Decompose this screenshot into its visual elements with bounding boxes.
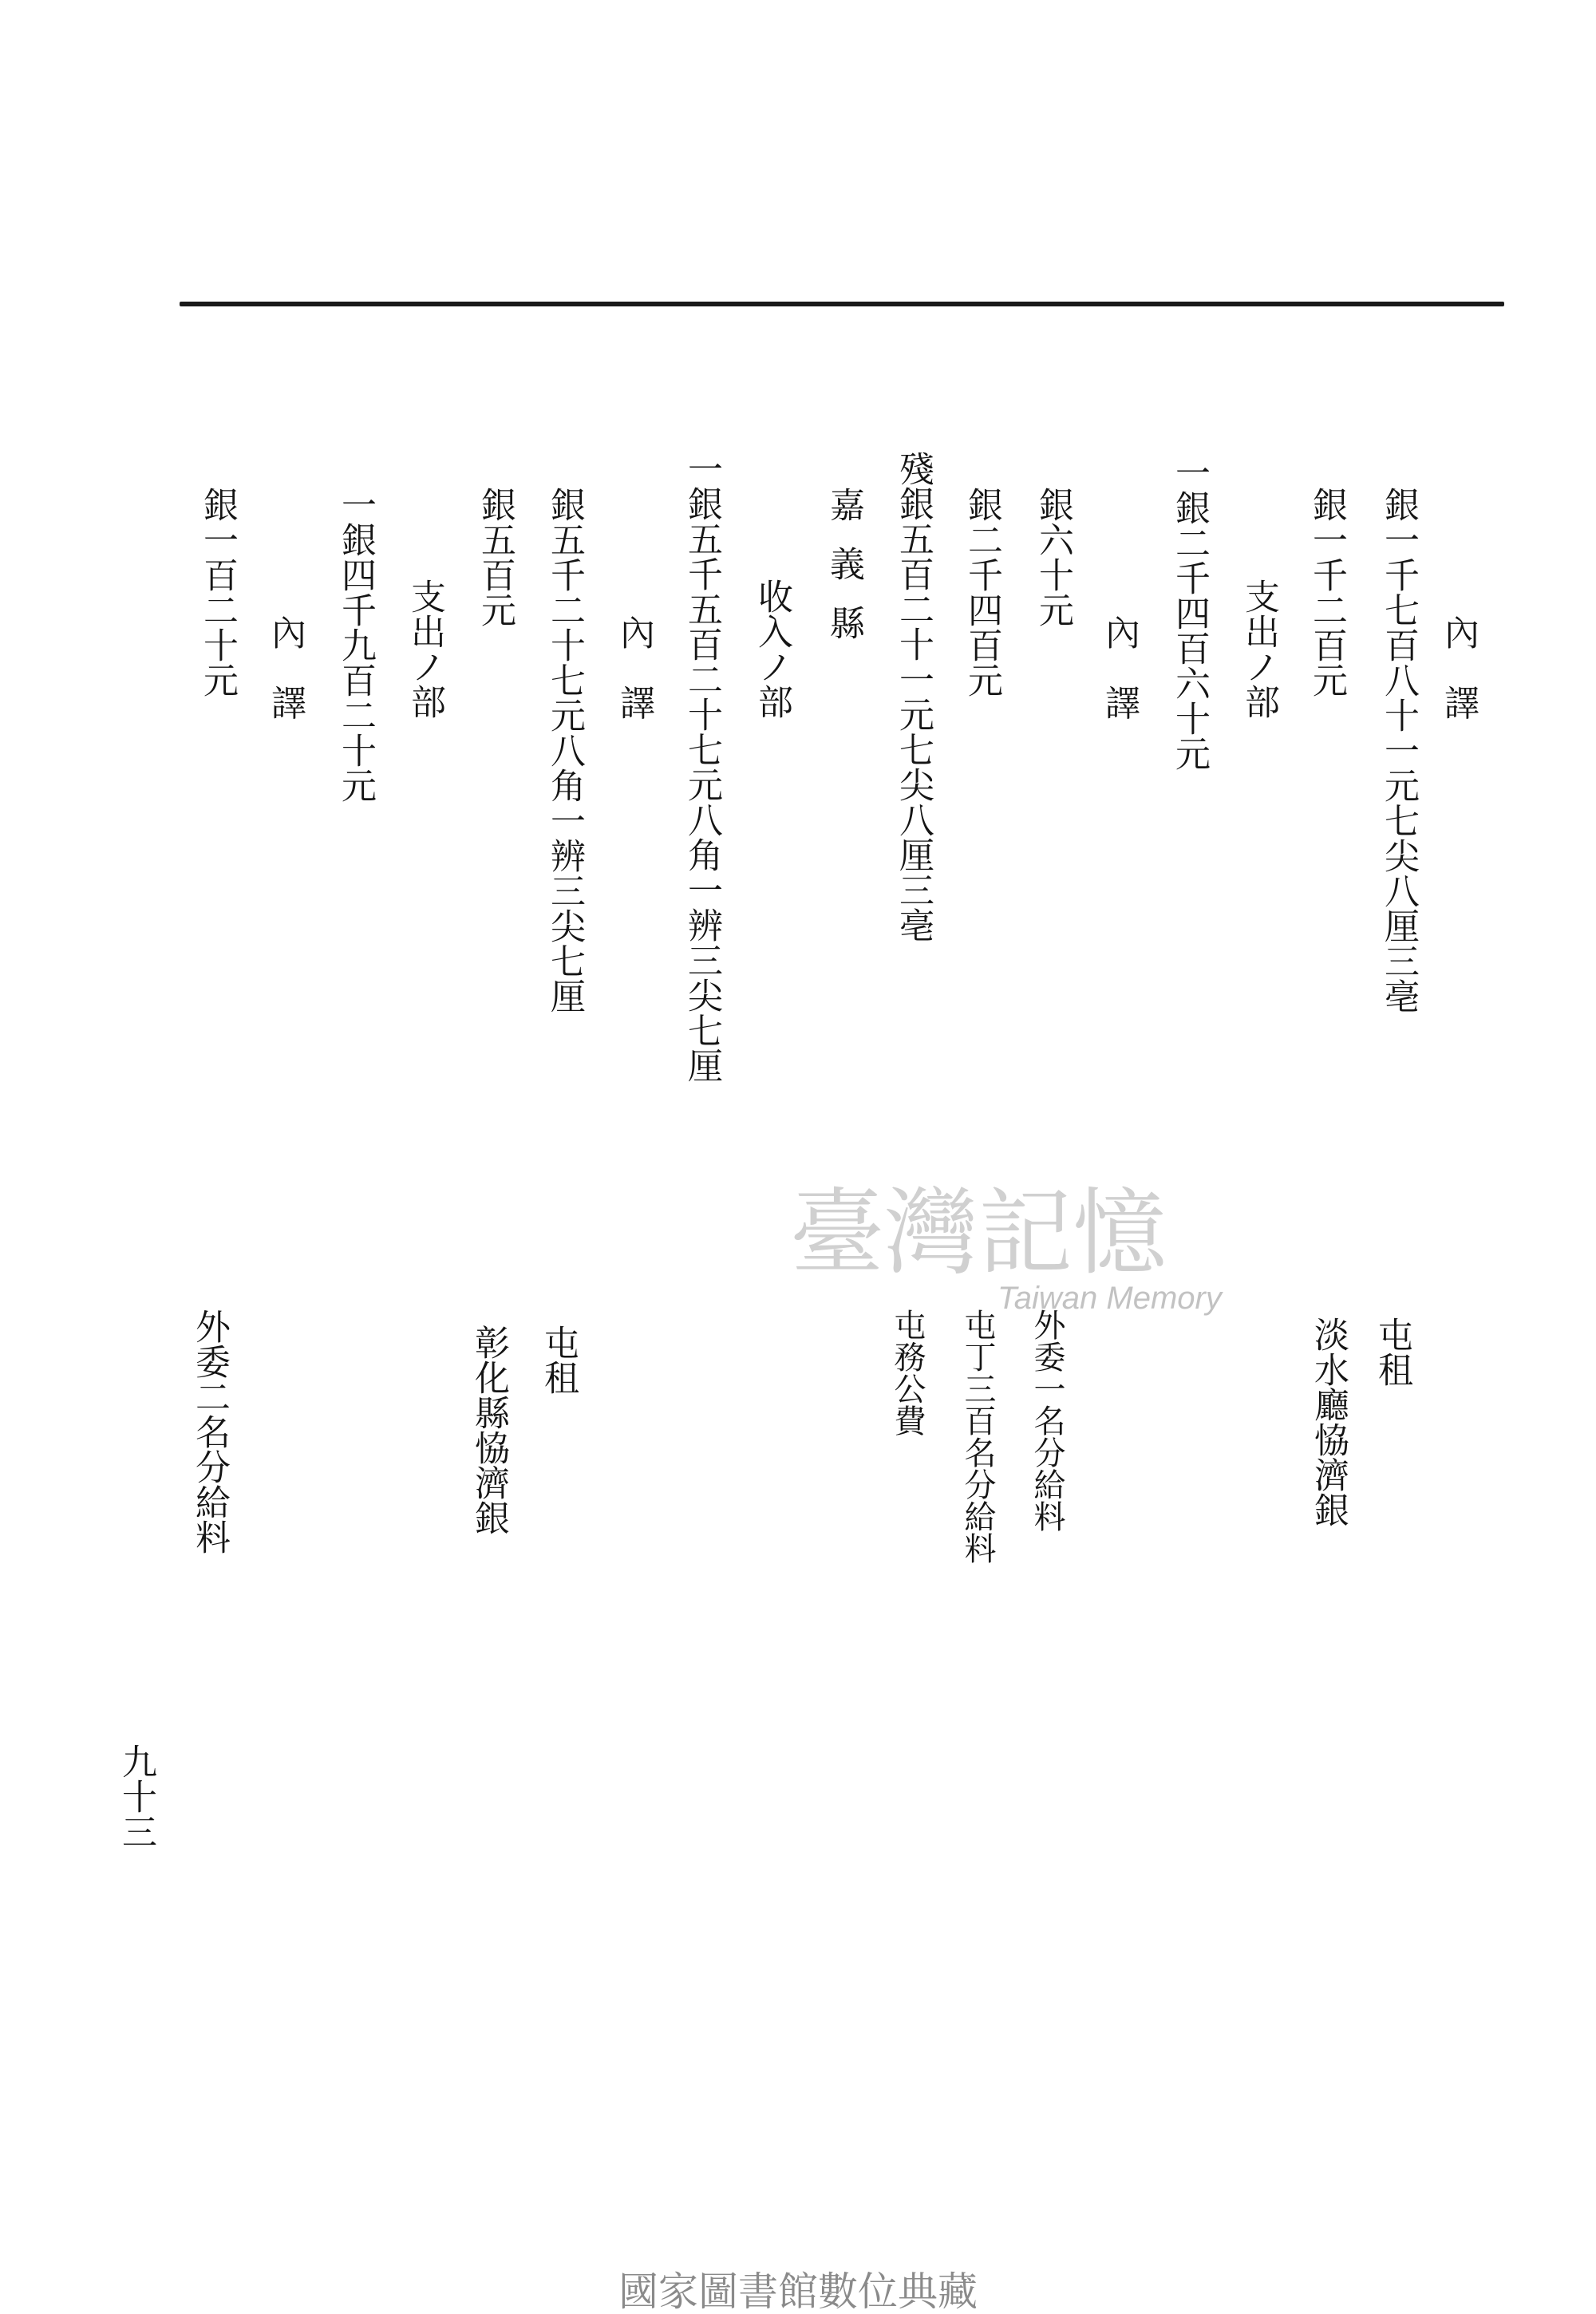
section-heading-expenditure: 支出ノ部	[1238, 578, 1279, 719]
item-label: 屯租	[538, 1325, 579, 1395]
footer-archive-label: 國家圖書館數位典藏	[618, 2269, 978, 2314]
section-heading-expenditure: 支出ノ部	[405, 578, 445, 719]
amount-line: 一銀五千五百二十七元八角一辨三尖七厘	[681, 451, 722, 1083]
amount-line: 殘銀五百二十一元七尖八厘三亳	[893, 451, 934, 942]
amount-line: 一銀二千四百六十元	[1169, 455, 1210, 771]
heading-breakdown: 內 譯	[1438, 614, 1479, 720]
watermark-subtext: Taiwan Memory	[998, 1281, 1222, 1316]
section-heading-revenue: 收入ノ部	[752, 578, 792, 719]
item-label: 屯丁三百名分給料	[959, 1309, 996, 1564]
item-label: 彰化縣恊濟銀	[468, 1325, 509, 1535]
page-number: 九十三	[116, 1743, 156, 1849]
amount-line: 銀六十元	[1033, 487, 1073, 627]
amount-line: 銀一百二十元	[197, 487, 238, 697]
item-label: 外委一名分給料	[1029, 1309, 1065, 1532]
item-label: 屯租	[1372, 1317, 1412, 1387]
item-label: 屯務公費	[889, 1309, 926, 1436]
item-label: 淡水廳恊濟銀	[1308, 1317, 1349, 1527]
watermark-logo: 臺灣記憶	[790, 1178, 1167, 1288]
heading-breakdown: 內 譯	[614, 614, 654, 720]
amount-line: 銀一千二百元	[1306, 487, 1347, 697]
item-label: 外委二名分給料	[189, 1309, 230, 1554]
amount-line: 銀五千二十七元八角一辨三尖七厘	[544, 487, 585, 1013]
amount-line: 銀一千七百八十一元七尖八厘三亳	[1378, 487, 1419, 1013]
amount-line: 一銀四千九百二十元	[335, 487, 376, 803]
amount-line: 銀五百元	[475, 487, 516, 627]
heading-breakdown: 內 譯	[1099, 614, 1140, 720]
county-heading: 嘉義縣	[824, 487, 864, 664]
heading-breakdown: 內 譯	[265, 614, 306, 720]
amount-line: 銀二千四百元	[962, 487, 1002, 697]
header-rule	[180, 302, 1504, 306]
